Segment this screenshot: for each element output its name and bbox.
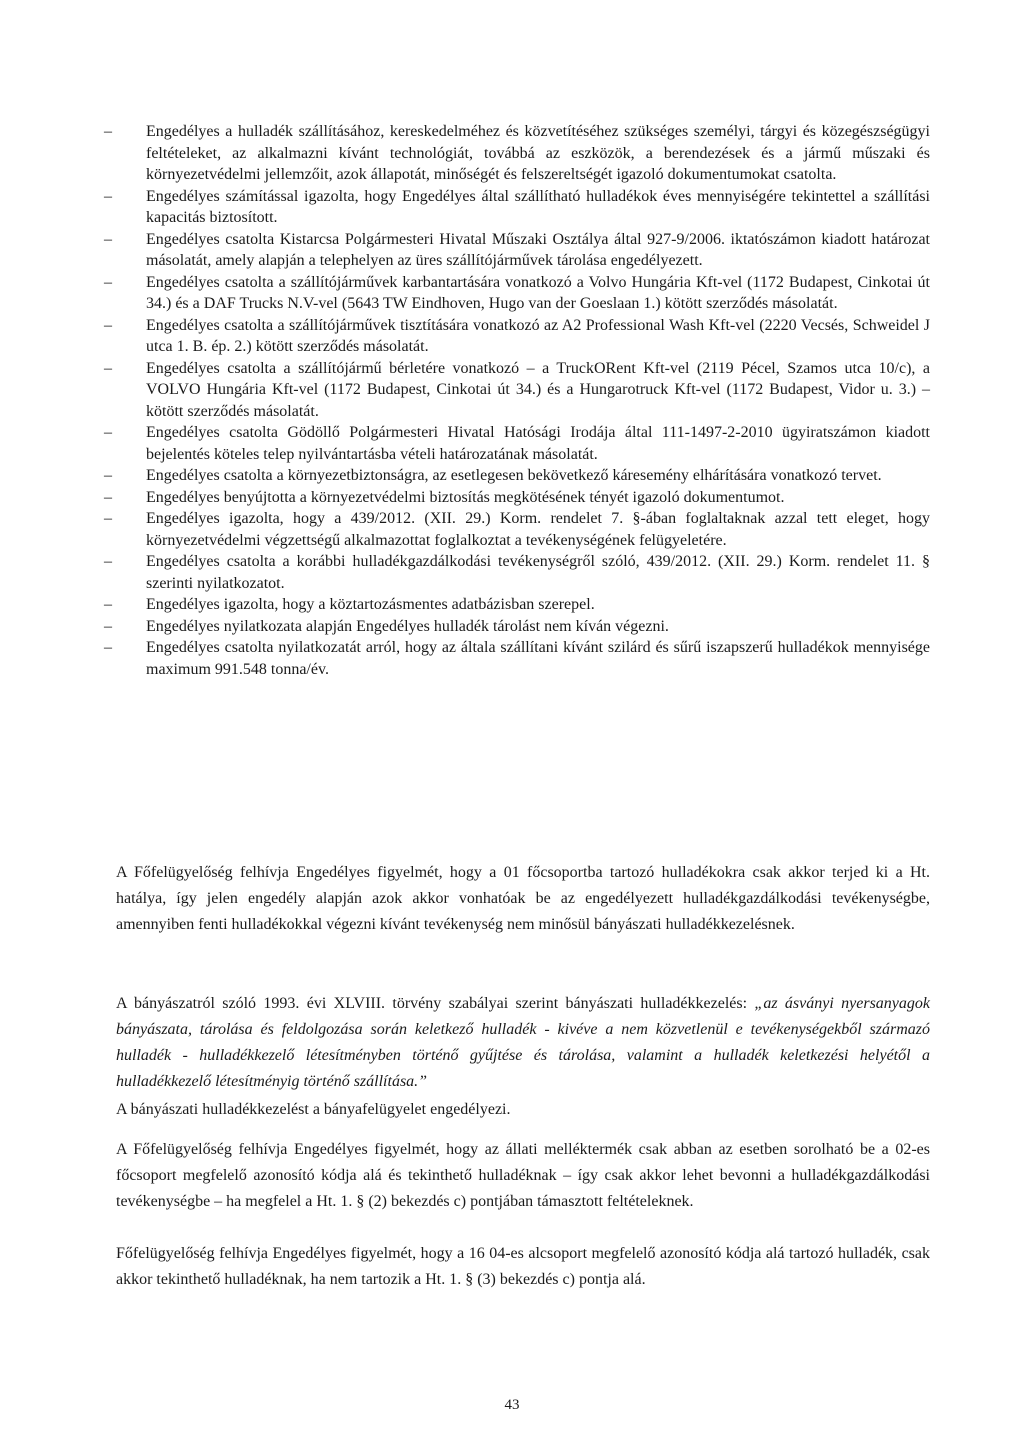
paragraph-animal-byproduct: A Főfelügyelőség felhívja Engedélyes figyelmét, hogy az állati melléktermék csak abban az esetben sorolható be a 02-es főcsoport megfelelő azonosító kódja alá és tekinthető hulladéknak – így csak akkor lehet bevonni a hulladékgazdálkodási tevékenységbe – ha megfelel a Ht. 1. § (2) bekezdés c) pontjában támasztott feltételeknek. <box>116 1141 930 1210</box>
bullet-dash: – <box>104 187 112 205</box>
list-item-text: Engedélyes csatolta a környezetbiztonságra, az esetlegesen bekövetkező káresemény elhárítására vonatkozó tervet. <box>146 467 882 484</box>
requirements-list <box>104 121 930 680</box>
definition-quote: „az ásványi nyersanyagok bányászata, tárolása és feldolgozása során keletkező hulladék - kivéve a nem közvetlenül e tevékenységekből származó hulladék - hulladékkezelő létesítményben történő gyűjtése és tárolása, valamint a hulladék keletkezési helyétől a hulladékkezelő létesítményig történő szállítása.” <box>116 995 931 1090</box>
list-item <box>104 616 930 638</box>
list-item-text: Engedélyes a hulladék szállításához, kereskedelméhez és közvetítéséhez szükséges személyi, tárgyi és közegészségügyi feltételeket, az alkalmazni kívánt technológiát, továbbá az eszközök, a berendezések és a jármű műszaki és környezetvédelmi jellemzőit, azok állapotát, minőségét és felszereltségét igazoló dokumentumokat csatolta. <box>146 123 930 183</box>
bullet-dash: – <box>104 123 112 140</box>
bullet-dash: – <box>104 467 112 484</box>
list-item-text: Engedélyes csatolta a korábbi hulladékgazdálkodási tevékenységről szóló, 439/2012. (XII. 29.) Korm. rendelet 11. § szerinti nyilatkozatot. <box>146 553 930 592</box>
paragraph-mining-law-definition <box>116 991 930 1095</box>
list-item-text: Engedélyes csatolta a szállítójárművek tisztítására vonatkozó az A2 Professional Wash Kft-vel (2220 Vecsés, Schweidel J utca 1. B. ép. 2.) kötött szerződés másolatát. <box>146 316 930 355</box>
bullet-dash: – <box>104 273 112 291</box>
bullet-dash: – <box>104 510 112 527</box>
list-item <box>104 551 930 594</box>
paragraph-mining-authority: A bányászati hulladékkezelést a bányafelügyelet engedélyezi. <box>116 1101 511 1118</box>
bullet-dash: – <box>104 488 112 506</box>
paragraph-subgroup-16-04: Főfelügyelőség felhívja Engedélyes figyelmét, hogy a 16 04-es alcsoport megfelelő azonosító kódja alá tartozó hulladék, csak akkor tekinthető hulladéknak, ha nem tartozik a Ht. 1. § (3) bekezdés c) pontja alá. <box>116 1245 930 1288</box>
list-item <box>104 186 930 229</box>
bullet-dash: – <box>104 617 112 635</box>
list-item-text: Engedélyes számítással igazolta, hogy Engedélyes által szállítható hulladékok éves mennyiségére tekintettel a szállítási kapacitás biztosított. <box>146 187 930 226</box>
list-item <box>104 121 930 186</box>
bullet-dash: – <box>104 553 112 570</box>
list-item <box>104 315 930 358</box>
bullet-dash: – <box>104 316 112 334</box>
list-item-text: Engedélyes benyújtotta a környezetvédelmi biztosítás megkötésének tényét igazoló dokumentumot. <box>146 488 785 506</box>
bullet-dash: – <box>104 424 112 441</box>
list-item <box>104 358 930 423</box>
list-item <box>104 487 930 509</box>
list-item-text: Engedélyes csatolta Gödöllő Polgármesteri Hivatal Hatósági Irodája által 111-1497-2-2010 ügyiratszámon kiadott bejelentés köteles telep nyilvántartásba vételi határozatának másolatát. <box>146 424 930 463</box>
bullet-dash: – <box>104 230 112 248</box>
list-item-text: Engedélyes nyilatkozata alapján Engedélyes hulladék tárolást nem kíván végezni. <box>146 617 669 635</box>
list-item <box>104 422 930 465</box>
paragraph-mining-waste-scope: A Főfelügyelőség felhívja Engedélyes figyelmét, hogy a 01 főcsoportba tartozó hulladékokra csak akkor terjed ki a Ht. hatálya, így jelen engedély alapján azok akkor vonhatóak be az engedélyezett hulladékgazdálkodási tevékenységbe, amennyiben fenti hulladékokkal végezni kívánt tevékenység nem minősül bányászati hulladékkezelésnek. <box>116 864 930 933</box>
bullet-dash: – <box>104 596 112 613</box>
list-item <box>104 594 930 616</box>
list-item-text: Engedélyes igazolta, hogy a 439/2012. (XII. 29.) Korm. rendelet 7. §-ában foglaltaknak azzal tett eleget, hogy környezetvédelmi végzettségű alkalmazottat foglalkoztat a tevékenységének felügyeletére. <box>146 510 930 549</box>
list-item-text: Engedélyes igazolta, hogy a köztartozásmentes adatbázisban szerepel. <box>146 596 595 613</box>
bullet-dash: – <box>104 639 112 656</box>
page-number: 43 <box>504 1397 520 1413</box>
list-item <box>104 637 930 680</box>
list-item <box>104 229 930 272</box>
list-item-text: Engedélyes csatolta a szállítójármű bérletére vonatkozó – a TruckORent Kft-vel (2119 Pécel, Szamos utca 10/c), a VOLVO Hungária Kft-vel (1172 Budapest, Cinkotai út 34.) és a Hungarotruck Kft-vel (1172 Budapest, Vidor u. 3.) – kötött szerződés másolatát. <box>146 359 930 420</box>
bullet-dash: – <box>104 359 112 377</box>
list-item <box>104 508 930 551</box>
definition-intro: A bányászatról szóló 1993. évi XLVIII. törvény szabályai szerint bányászati hulladékkezelés: <box>116 995 755 1012</box>
list-item <box>104 465 930 487</box>
list-item-text: Engedélyes csatolta Kistarcsa Polgármesteri Hivatal Műszaki Osztálya által 927-9/2006. iktatószámon kiadott határozat másolatát, amely alapján a telephelyen az üres szállítójárművek tárolása engedélyezett. <box>146 230 930 269</box>
list-item <box>104 272 930 315</box>
list-item-text: Engedélyes csatolta a szállítójárművek karbantartására vonatkozó a Volvo Hungária Kft-vel (1172 Budapest, Cinkotai út 34.) és a DAF Trucks N.V-vel (5643 TW Eindhoven, Hugo van der Goeslaan 1.) kötött szerződés másolatát. <box>146 273 930 312</box>
list-item-text: Engedélyes csatolta nyilatkozatát arról, hogy az általa szállítani kívánt szilárd és sűrű iszapszerű hulladékok mennyisége maximum 991.548 tonna/év. <box>146 639 930 678</box>
